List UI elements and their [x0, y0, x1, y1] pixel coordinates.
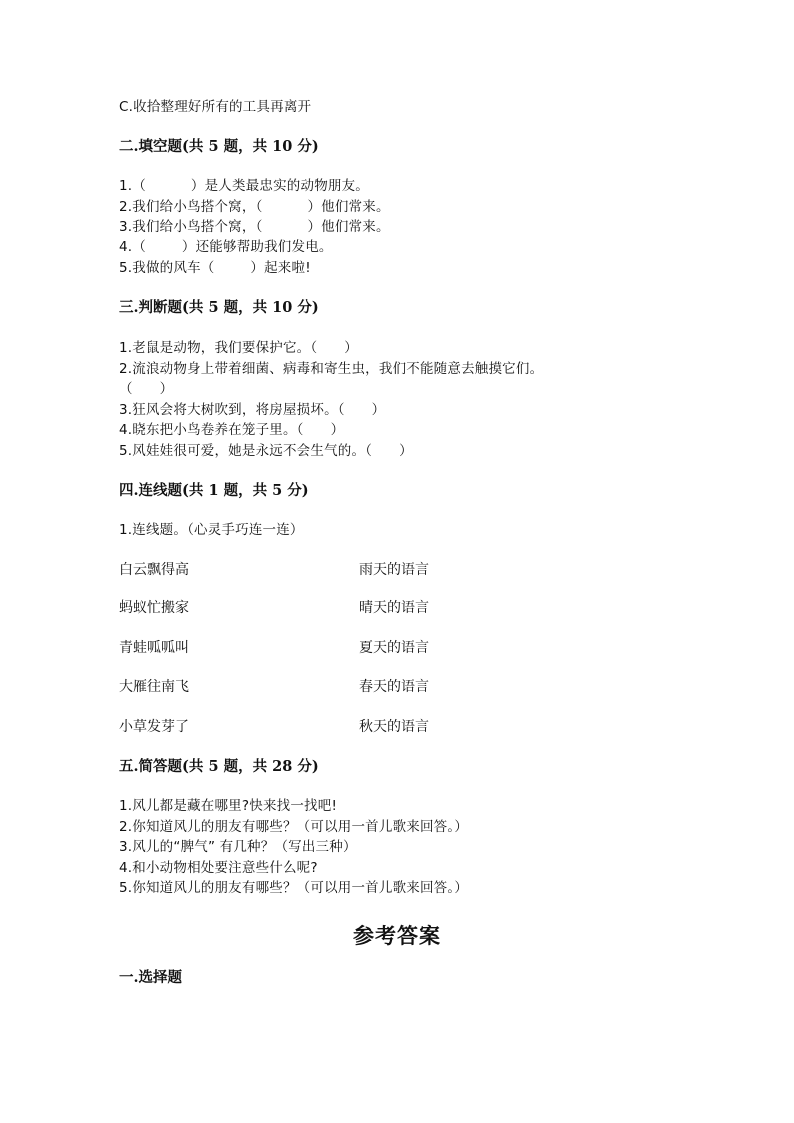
section4-heading: 四.连线题(共 1 题，共 5 分)	[119, 482, 309, 499]
matching-right-item: 晴天的语言	[359, 600, 429, 616]
matching-prompt: 1.连线题。（心灵手巧连一连）	[119, 522, 304, 538]
judge-item: 4.晓东把小鸟卷养在笼子里。（ ）	[119, 422, 345, 438]
short-answer-item: 3.风儿的“脾气” 有几种？（写出三种）	[119, 839, 357, 855]
matching-left-item: 小草发芽了	[119, 719, 189, 735]
matching-left-item: 蚂蚁忙搬家	[119, 600, 189, 616]
matching-right-item: 秋天的语言	[359, 719, 429, 735]
judge-item: 1.老鼠是动物，我们要保护它。（ ）	[119, 340, 358, 356]
short-answer-item: 4.和小动物相处要注意些什么呢?	[119, 860, 318, 876]
section2-heading: 二.填空题(共 5 题，共 10 分)	[119, 138, 319, 155]
judge-item: 5.风娃娃很可爱，她是永远不会生气的。（ ）	[119, 443, 413, 459]
fill-blank-item: 4.（ ）还能够帮助我们发电。	[119, 239, 333, 255]
matching-right-item: 夏天的语言	[359, 640, 429, 656]
judge-item: 3.狂风会将大树吹到，将房屋损坏。（ ）	[119, 402, 386, 418]
answers-section1-heading: 一.选择题	[119, 969, 183, 986]
fill-blank-item: 2.我们给小鸟搭个窝，（ ）他们常来。	[119, 199, 390, 215]
short-answer-item: 2.你知道风儿的朋友有哪些？（可以用一首儿歌来回答。）	[119, 819, 469, 835]
fill-blank-item: 3.我们给小鸟搭个窝，（ ）他们常来。	[119, 219, 390, 235]
short-answer-item: 1.风儿都是藏在哪里?快来找一找吧!	[119, 798, 338, 814]
matching-right-item: 春天的语言	[359, 679, 429, 695]
matching-right-item: 雨天的语言	[359, 562, 429, 578]
section3-heading: 三.判断题(共 5 题，共 10 分)	[119, 299, 319, 316]
judge-item: 2.流浪动物身上带着细菌、病毒和寄生虫，我们不能随意去触摸它们。	[119, 361, 544, 377]
fill-blank-item: 5.我做的风车（ ）起来啦!	[119, 260, 311, 276]
matching-left-item: 青蛙呱呱叫	[119, 640, 189, 656]
matching-left-item: 白云飘得高	[119, 562, 189, 578]
short-answer-item: 5.你知道风儿的朋友有哪些？（可以用一首儿歌来回答。）	[119, 880, 469, 896]
fill-blank-item: 1.（ ）是人类最忠实的动物朋友。	[119, 178, 369, 194]
judge-item-continuation: （ ）	[119, 381, 174, 397]
option-c-text: C.收拾整理好所有的工具再离开	[119, 99, 312, 115]
section5-heading: 五.简答题(共 5 题，共 28 分)	[119, 758, 319, 775]
matching-left-item: 大雁往南飞	[119, 679, 189, 695]
answer-key-title: 参考答案	[353, 923, 441, 948]
